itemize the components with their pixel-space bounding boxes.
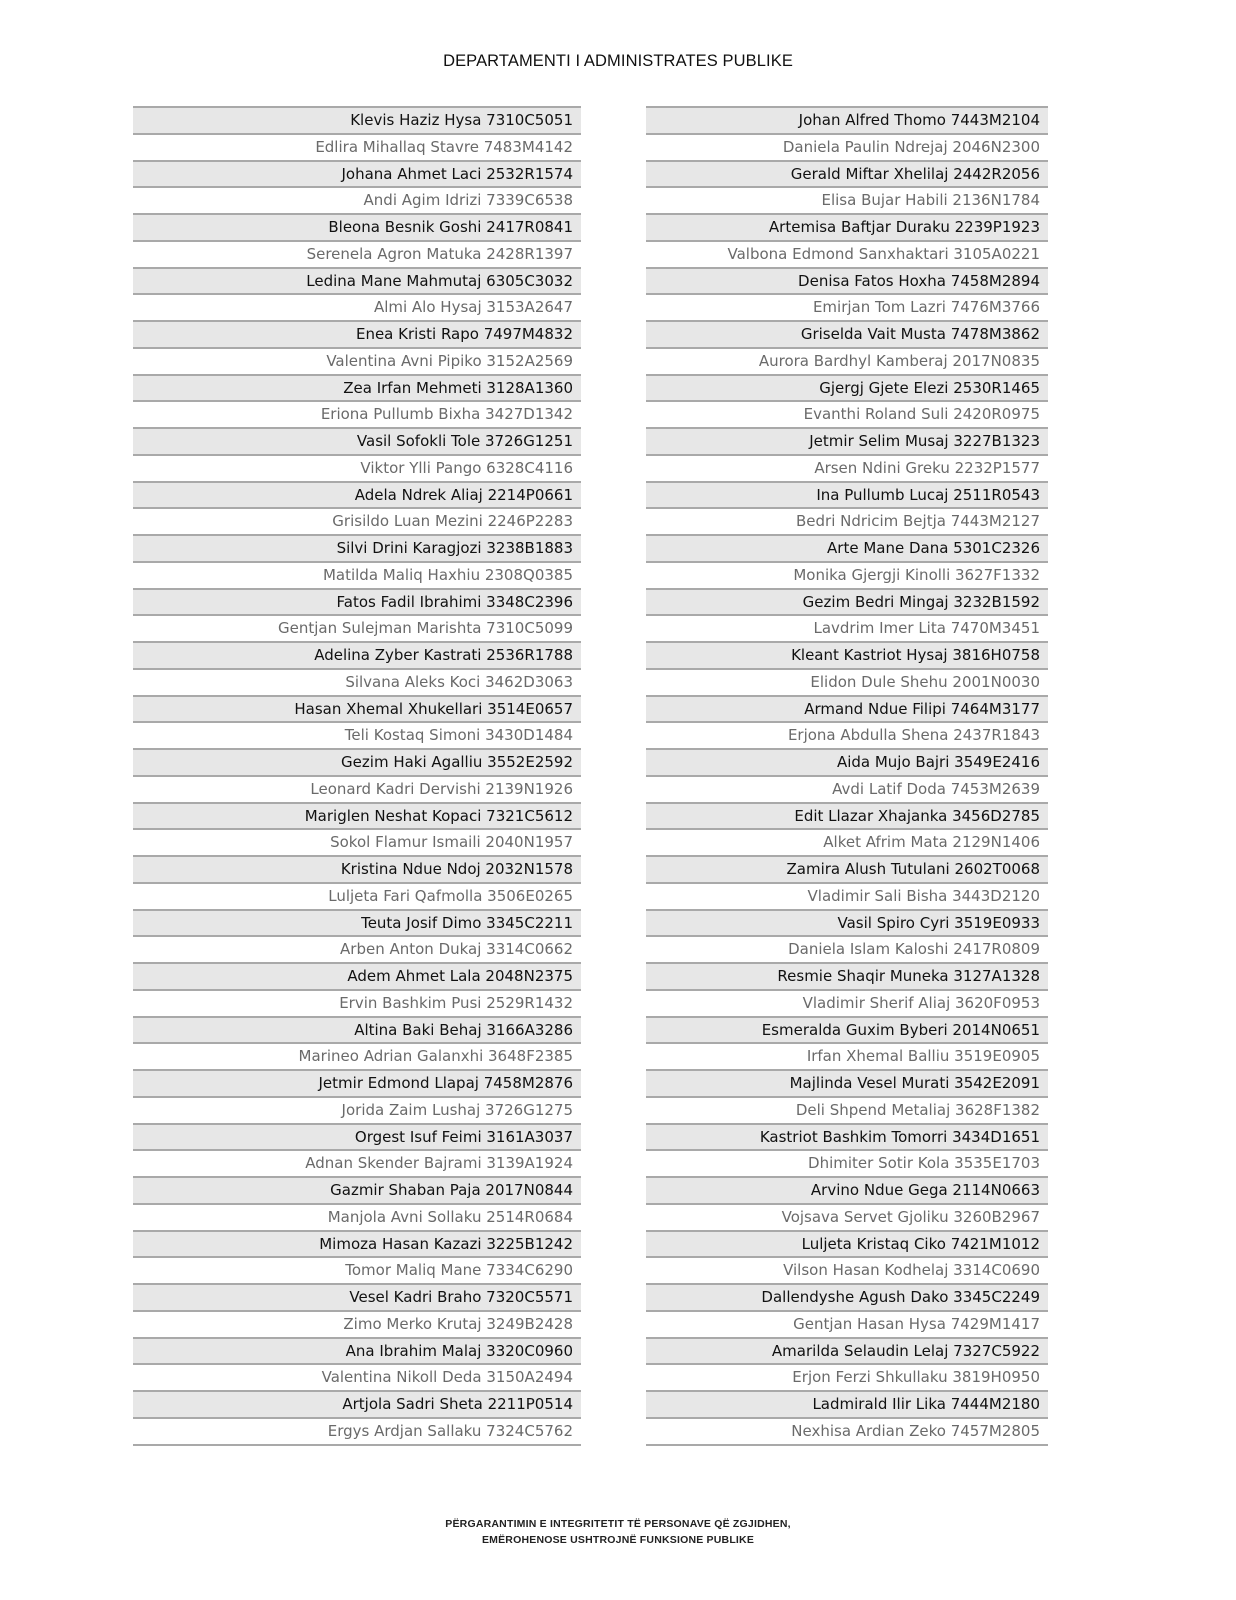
list-item: Enea Kristi Rapo 7497M4832	[133, 320, 581, 347]
list-item: Edit Llazar Xhajanka 3456D2785	[646, 802, 1048, 829]
right-name-list	[646, 106, 1048, 1446]
list-item: Aida Mujo Bajri 3549E2416	[646, 748, 1048, 775]
list-item: Dhimiter Sotir Kola 3535E1703	[646, 1149, 1048, 1176]
footer-line-2: EMËROHENOSE USHTROJNË FUNKSIONE PUBLIKE	[481, 1534, 755, 1546]
list-item: Daniela Islam Kaloshi 2417R0809	[646, 935, 1048, 962]
list-item: Vladimir Sherif Aliaj 3620F0953	[646, 989, 1048, 1016]
list-item: Manjola Avni Sollaku 2514R0684	[133, 1203, 581, 1230]
list-item: Esmeralda Guxim Byberi 2014N0651	[646, 1016, 1048, 1043]
list-item: Fatos Fadil Ibrahimi 3348C2396	[133, 588, 581, 615]
list-item: Elisa Bujar Habili 2136N1784	[646, 186, 1048, 213]
list-item: Valbona Edmond Sanxhaktari 3105A0221	[646, 240, 1048, 267]
divider	[133, 1444, 581, 1446]
list-item: Jetmir Selim Musaj 3227B1323	[646, 427, 1048, 454]
list-item: Zimo Merko Krutaj 3249B2428	[133, 1310, 581, 1337]
list-item: Kastriot Bashkim Tomorri 3434D1651	[646, 1123, 1048, 1150]
list-item: Alket Afrim Mata 2129N1406	[646, 828, 1048, 855]
list-item: Mimoza Hasan Kazazi 3225B1242	[133, 1230, 581, 1257]
list-item: Vesel Kadri Braho 7320C5571	[133, 1283, 581, 1310]
list-item: Adelina Zyber Kastrati 2536R1788	[133, 641, 581, 668]
list-item: Gezim Haki Agalliu 3552E2592	[133, 748, 581, 775]
list-item: Vojsava Servet Gjoliku 3260B2967	[646, 1203, 1048, 1230]
list-item: Silvana Aleks Koci 3462D3063	[133, 668, 581, 695]
list-item: Marineo Adrian Galanxhi 3648F2385	[133, 1042, 581, 1069]
list-item: Erjon Ferzi Shkullaku 3819H0950	[646, 1363, 1048, 1390]
list-item: Arvino Ndue Gega 2114N0663	[646, 1176, 1048, 1203]
list-item: Teli Kostaq Simoni 3430D1484	[133, 721, 581, 748]
list-item: Luljeta Kristaq Ciko 7421M1012	[646, 1230, 1048, 1257]
list-item: Monika Gjergji Kinolli 3627F1332	[646, 561, 1048, 588]
list-item: Kristina Ndue Ndoj 2032N1578	[133, 855, 581, 882]
list-item: Dallendyshe Agush Dako 3345C2249	[646, 1283, 1048, 1310]
list-item: Teuta Josif Dimo 3345C2211	[133, 909, 581, 936]
list-item: Arsen Ndini Greku 2232P1577	[646, 454, 1048, 481]
list-item: Artemisa Baftjar Duraku 2239P1923	[646, 213, 1048, 240]
list-item: Gentjan Sulejman Marishta 7310C5099	[133, 614, 581, 641]
list-item: Grisildo Luan Mezini 2246P2283	[133, 507, 581, 534]
list-item: Irfan Xhemal Balliu 3519E0905	[646, 1042, 1048, 1069]
list-item: Silvi Drini Karagjozi 3238B1883	[133, 534, 581, 561]
list-item: Kleant Kastriot Hysaj 3816H0758	[646, 641, 1048, 668]
list-item: Orgest Isuf Feimi 3161A3037	[133, 1123, 581, 1150]
page-title: DEPARTAMENTI I ADMINISTRATES PUBLIKE	[443, 52, 793, 70]
list-item: Vilson Hasan Kodhelaj 3314C0690	[646, 1256, 1048, 1283]
list-item: Ladmirald Ilir Lika 7444M2180	[646, 1390, 1048, 1417]
list-item: Serenela Agron Matuka 2428R1397	[133, 240, 581, 267]
list-item: Majlinda Vesel Murati 3542E2091	[646, 1069, 1048, 1096]
list-item: Armand Ndue Filipi 7464M3177	[646, 695, 1048, 722]
list-item: Altina Baki Behaj 3166A3286	[133, 1016, 581, 1043]
list-item: Erjona Abdulla Shena 2437R1843	[646, 721, 1048, 748]
divider	[646, 1444, 1048, 1446]
list-item: Vladimir Sali Bisha 3443D2120	[646, 882, 1048, 909]
list-item: Ledina Mane Mahmutaj 6305C3032	[133, 267, 581, 294]
list-item: Tomor Maliq Mane 7334C6290	[133, 1256, 581, 1283]
list-item: Gjergj Gjete Elezi 2530R1465	[646, 374, 1048, 401]
list-item: Gazmir Shaban Paja 2017N0844	[133, 1176, 581, 1203]
list-item: Adnan Skender Bajrami 3139A1924	[133, 1149, 581, 1176]
list-item: Hasan Xhemal Xhukellari 3514E0657	[133, 695, 581, 722]
list-item: Elidon Dule Shehu 2001N0030	[646, 668, 1048, 695]
list-item: Ergys Ardjan Sallaku 7324C5762	[133, 1417, 581, 1444]
list-item: Edlira Mihallaq Stavre 7483M4142	[133, 133, 581, 160]
list-item: Bleona Besnik Goshi 2417R0841	[133, 213, 581, 240]
list-item: Daniela Paulin Ndrejaj 2046N2300	[646, 133, 1048, 160]
list-item: Gentjan Hasan Hysa 7429M1417	[646, 1310, 1048, 1337]
list-item: Zamira Alush Tutulani 2602T0068	[646, 855, 1048, 882]
list-item: Valentina Nikoll Deda 3150A2494	[133, 1363, 581, 1390]
list-item: Jetmir Edmond Llapaj 7458M2876	[133, 1069, 581, 1096]
list-item: Arte Mane Dana 5301C2326	[646, 534, 1048, 561]
list-item: Almi Alo Hysaj 3153A2647	[133, 293, 581, 320]
list-item: Johana Ahmet Laci 2532R1574	[133, 160, 581, 187]
list-item: Denisa Fatos Hoxha 7458M2894	[646, 267, 1048, 294]
list-item: Gezim Bedri Mingaj 3232B1592	[646, 588, 1048, 615]
list-item: Zea Irfan Mehmeti 3128A1360	[133, 374, 581, 401]
list-item: Evanthi Roland Suli 2420R0975	[646, 400, 1048, 427]
footer	[0, 1516, 1236, 1548]
list-item: Ina Pullumb Lucaj 2511R0543	[646, 481, 1048, 508]
list-item: Lavdrim Imer Lita 7470M3451	[646, 614, 1048, 641]
list-item: Eriona Pullumb Bixha 3427D1342	[133, 400, 581, 427]
list-item: Artjola Sadri Sheta 2211P0514	[133, 1390, 581, 1417]
list-item: Emirjan Tom Lazri 7476M3766	[646, 293, 1048, 320]
list-item: Luljeta Fari Qafmolla 3506E0265	[133, 882, 581, 909]
list-item: Viktor Ylli Pango 6328C4116	[133, 454, 581, 481]
list-item: Nexhisa Ardian Zeko 7457M2805	[646, 1417, 1048, 1444]
footer-line-1: PËRGARANTIMIN E INTEGRITETIT TË PERSONAVE QË ZGJIDHEN,	[445, 1518, 791, 1530]
list-item: Mariglen Neshat Kopaci 7321C5612	[133, 802, 581, 829]
list-item: Jorida Zaim Lushaj 3726G1275	[133, 1096, 581, 1123]
list-item: Amarilda Selaudin Lelaj 7327C5922	[646, 1337, 1048, 1364]
left-name-list	[133, 106, 581, 1446]
list-item: Leonard Kadri Dervishi 2139N1926	[133, 775, 581, 802]
list-item: Matilda Maliq Haxhiu 2308Q0385	[133, 561, 581, 588]
list-item: Sokol Flamur Ismaili 2040N1957	[133, 828, 581, 855]
list-item: Johan Alfred Thomo 7443M2104	[646, 106, 1048, 133]
list-item: Resmie Shaqir Muneka 3127A1328	[646, 962, 1048, 989]
list-item: Klevis Haziz Hysa 7310C5051	[133, 106, 581, 133]
list-item: Vasil Spiro Cyri 3519E0933	[646, 909, 1048, 936]
list-item: Bedri Ndricim Bejtja 7443M2127	[646, 507, 1048, 534]
list-item: Adem Ahmet Lala 2048N2375	[133, 962, 581, 989]
list-item: Ana Ibrahim Malaj 3320C0960	[133, 1337, 581, 1364]
list-item: Vasil Sofokli Tole 3726G1251	[133, 427, 581, 454]
list-item: Aurora Bardhyl Kamberaj 2017N0835	[646, 347, 1048, 374]
list-item: Valentina Avni Pipiko 3152A2569	[133, 347, 581, 374]
list-item: Gerald Miftar Xhelilaj 2442R2056	[646, 160, 1048, 187]
list-item: Griselda Vait Musta 7478M3862	[646, 320, 1048, 347]
list-item: Arben Anton Dukaj 3314C0662	[133, 935, 581, 962]
list-item: Avdi Latif Doda 7453M2639	[646, 775, 1048, 802]
list-item: Adela Ndrek Aliaj 2214P0661	[133, 481, 581, 508]
list-item: Ervin Bashkim Pusi 2529R1432	[133, 989, 581, 1016]
list-item: Andi Agim Idrizi 7339C6538	[133, 186, 581, 213]
list-item: Deli Shpend Metaliaj 3628F1382	[646, 1096, 1048, 1123]
